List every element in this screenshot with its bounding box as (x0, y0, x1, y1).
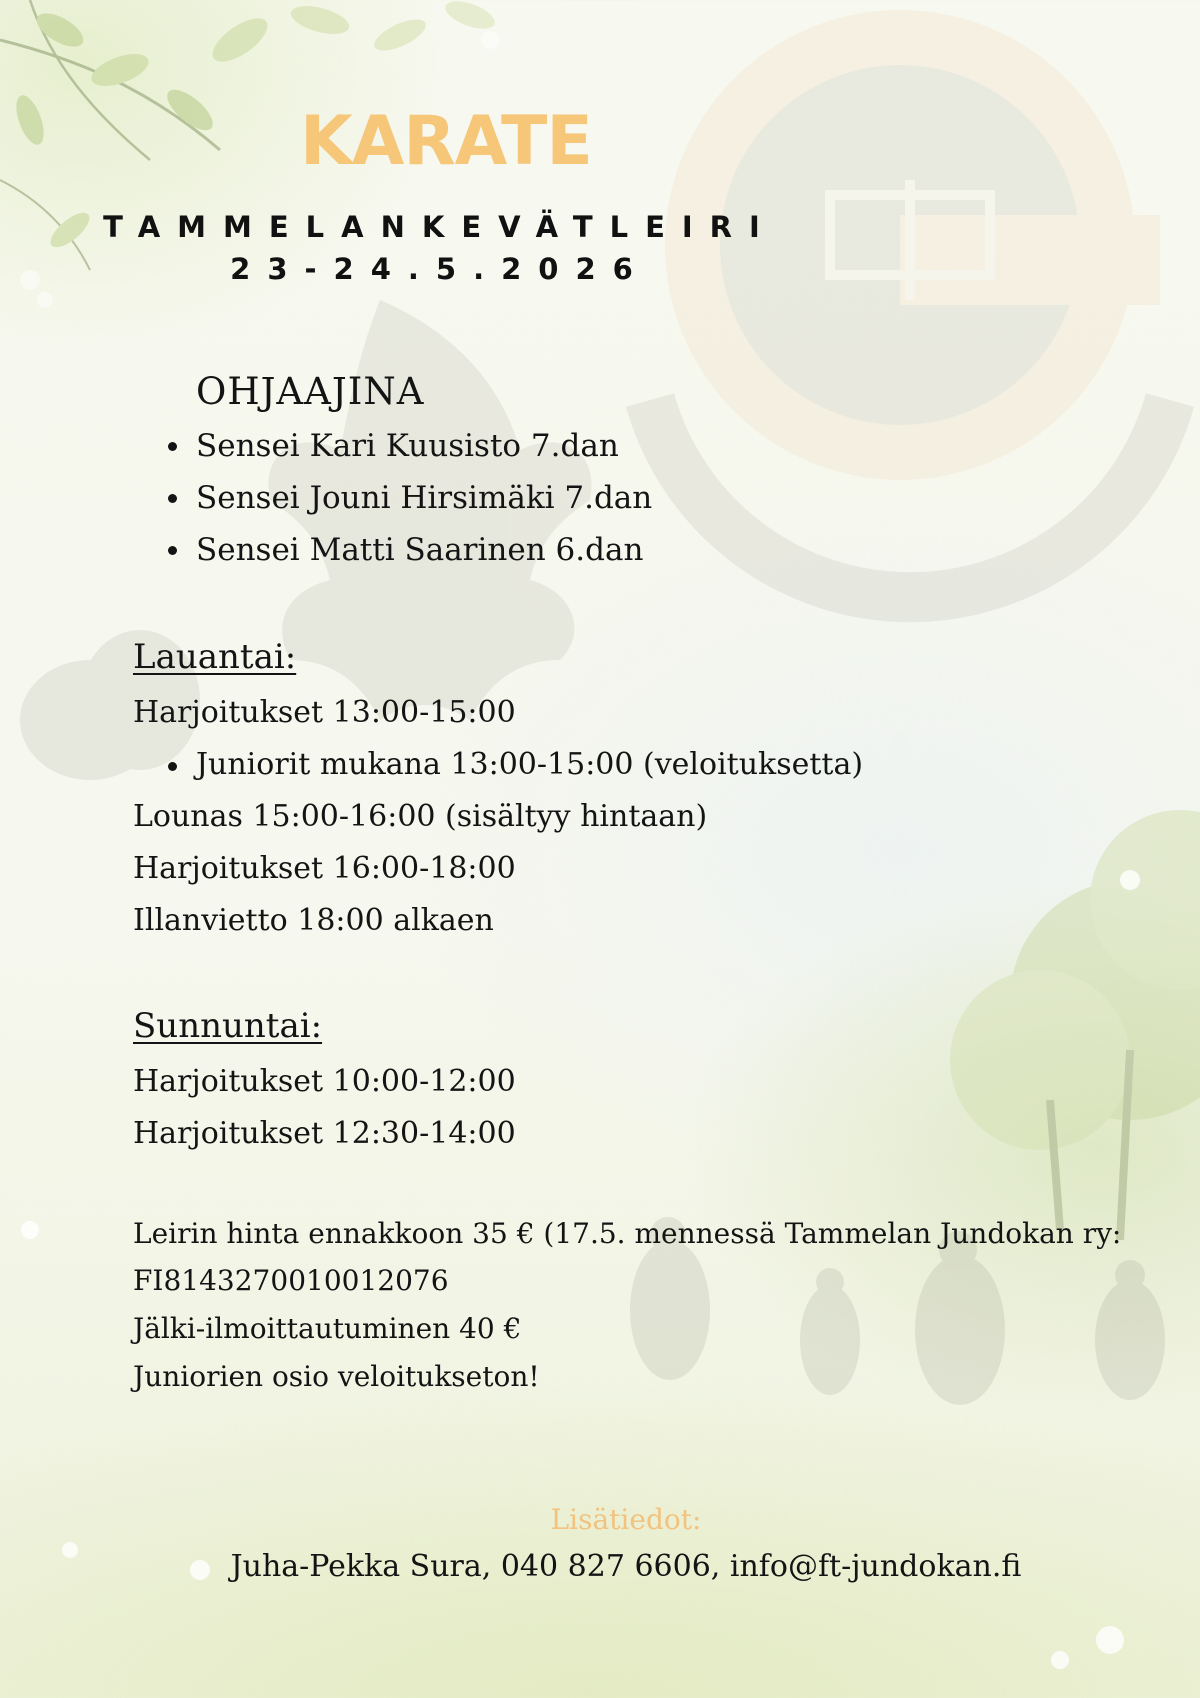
event-name: TAMMELANKEVÄTLEIRI (103, 210, 777, 244)
sunday-training-1: Harjoitukset 10:00-12:00 (133, 1064, 516, 1099)
juniors-text: Juniorit mukana 13:00-15:00 (veloituksetta) (196, 747, 864, 782)
saturday-evening: Illanvietto 18:00 alkaen (133, 903, 494, 938)
saturday-training-1: Harjoitukset 13:00-15:00 (133, 695, 516, 730)
instructors-heading: OHJAAJINA (196, 370, 425, 413)
sunday-heading: Sunnuntai: (133, 1006, 323, 1046)
saturday-heading: Lauantai: (133, 637, 297, 677)
saturday-lunch: Lounas 15:00-16:00 (sisältyy hintaan) (133, 799, 708, 834)
bullet-icon (168, 762, 177, 771)
instructor-name: Sensei Kari Kuusisto 7.dan (196, 428, 619, 464)
instructor-name: Sensei Matti Saarinen 6.dan (196, 532, 644, 568)
bullet-icon (168, 546, 177, 555)
list-item (160, 524, 652, 576)
instructor-name: Sensei Jouni Hirsimäki 7.dan (196, 480, 653, 516)
sunday-training-2: Harjoitukset 12:30-14:00 (133, 1116, 516, 1151)
poster-title: KARATE (300, 102, 592, 181)
bullet-icon (168, 494, 177, 503)
price-advance: Leirin hinta ennakkoon 35 € (17.5. mennessä Tammelan Jundokan ry: (133, 1217, 1122, 1250)
saturday-juniors (196, 741, 863, 789)
price-late: Jälki-ilmoittautuminen 40 € (133, 1312, 522, 1345)
event-dates: 23-24.5.2026 (230, 252, 650, 286)
list-item (160, 472, 652, 524)
juniors-free: Juniorien osio veloitukseton! (133, 1360, 540, 1393)
instructors-list (160, 420, 652, 576)
saturday-training-2: Harjoitukset 16:00-18:00 (133, 851, 516, 886)
bank-account: FI8143270010012076 (133, 1264, 449, 1297)
list-item (160, 420, 652, 472)
contact-details: Juha-Pekka Sura, 040 827 6606, info@ft-jundokan.fi (230, 1549, 1022, 1584)
bullet-icon (168, 442, 177, 451)
more-info-label: Lisätiedot: (550, 1503, 702, 1536)
